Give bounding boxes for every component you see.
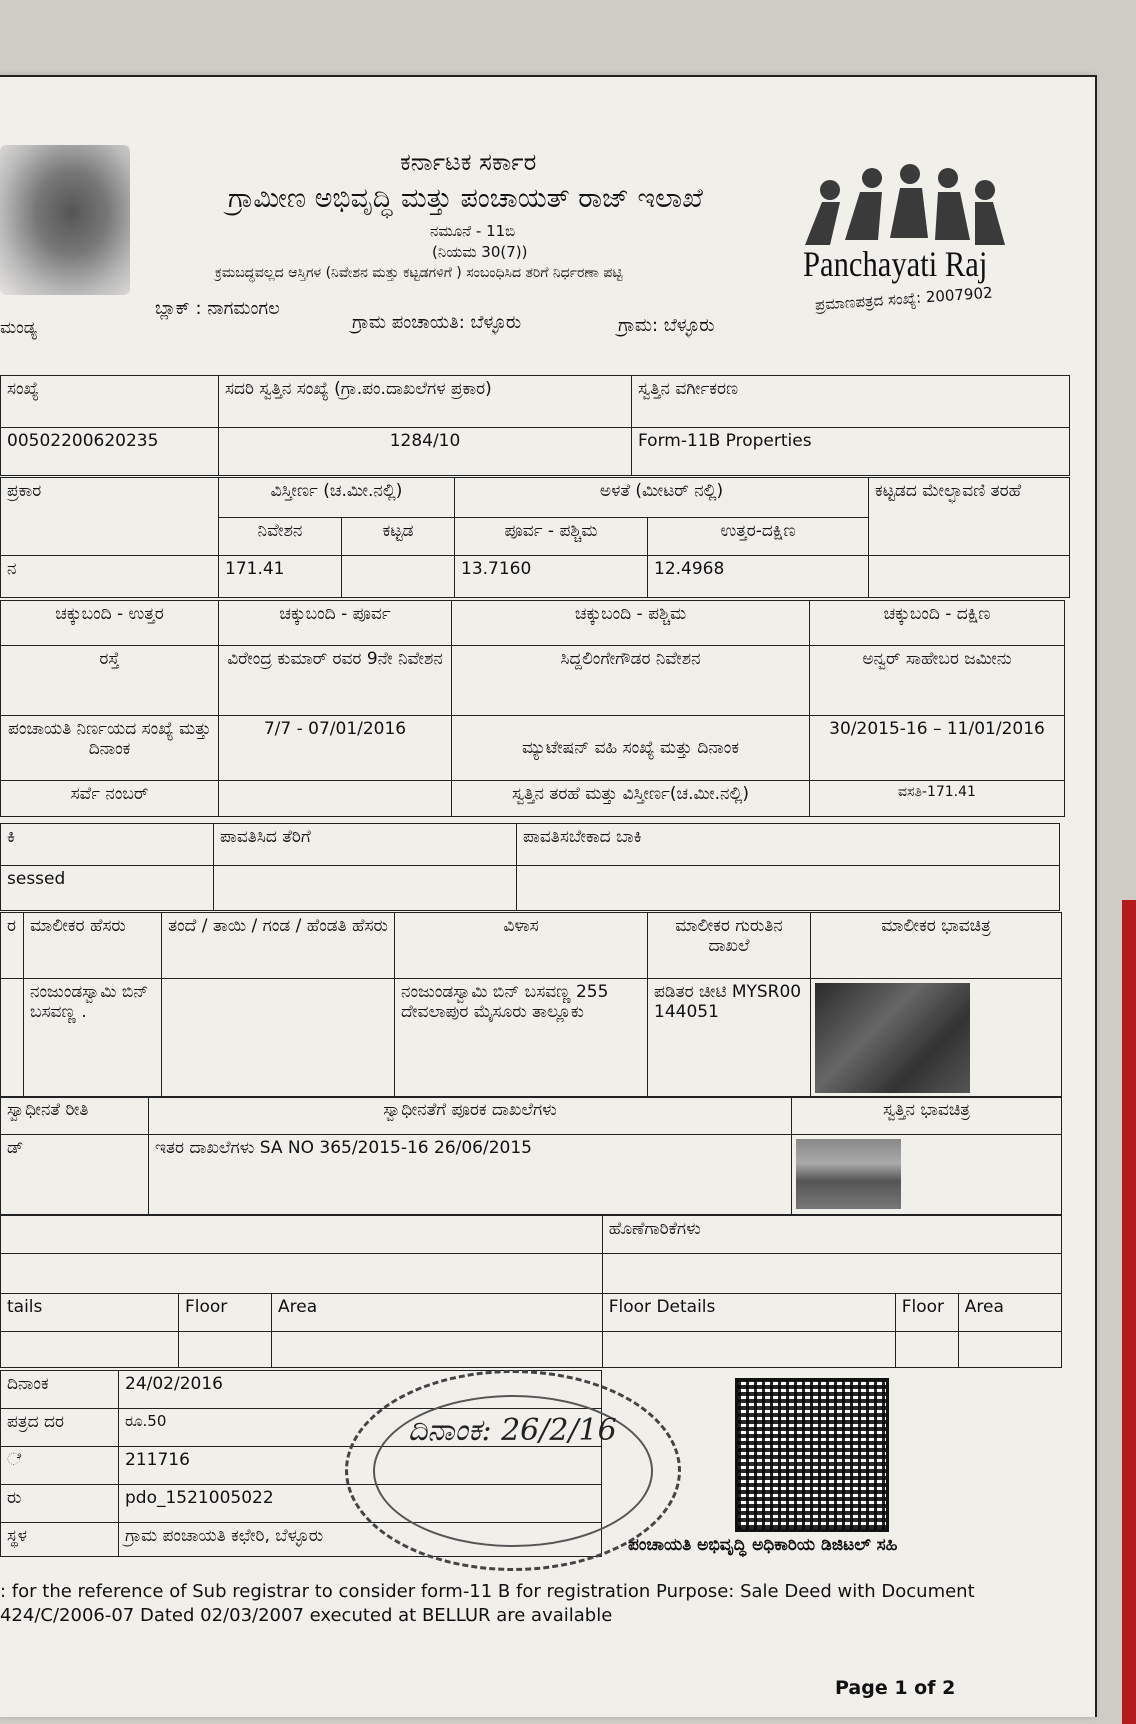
floor-row-cell [602,1332,895,1368]
boundaries-table [0,600,1065,817]
resolution-value: 7/7 - 07/01/2016 [219,716,452,781]
owner-id-doc: ಪಡಿತರ ಚೀಟಿ MYSR00144051 [648,979,811,1098]
south-label: ಚಕ್ಕುಬಂದಿ - ದಕ್ಷಿಣ [810,601,1065,646]
form-subtitle: ಕ್ರಮಬದ್ಧವಲ್ಲದ ಆಸ್ತಿಗಳ (ನಿವೇಶನ ಮತ್ತು ಕಟ್ಟಡಗಳಿಗೆ ) ಸಂಬಂಧಿಸಿದ ತರಿಗೆ ನಿರ್ಧರಣಾ ಪಟ್ಟಿ [215,265,623,281]
site-label: ನಿವೇಶನ [219,518,342,556]
mutation-label: ಮ್ಯುಟೇಷನ್ ವಹಿ ಸಂಖ್ಯೆ ಮತ್ತು ದಿನಾಂಕ [452,716,810,781]
paid-tax-value [214,866,517,911]
background-edge [1122,900,1136,1724]
resolution-label: ಪಂಚಾಯತಿ ನಿರ್ಣಯದ ಸಂಖ್ಯೆ ಮತ್ತು ದಿನಾಂಕ [1,716,219,781]
user-label: ರು [1,1485,119,1523]
dimensions-table [0,477,1070,598]
type-area-value: ವಸತಿ-171.41 [810,781,1065,817]
due-tax-label: ಪಾವತಿಸಬೇಕಾದ ಬಾಕಿ [517,824,1060,866]
floor-row-cell [895,1332,958,1368]
assessed-label: sessed [1,866,214,911]
tax-left-label: ಕಿ [1,824,214,866]
floor-row-cell [179,1332,272,1368]
office-value: ಗ್ರಾಮ ಪಂಚಾಯತಿ ಕಛೇರಿ, ಬೆಳ್ಳೂರು [119,1523,602,1557]
user-value: pdo_1521005022 [119,1485,602,1523]
possession-docs-label: ಸ್ವಾಧೀನತೆಗೆ ಪೂರಕ ದಾಖಲೆಗಳು [149,1097,792,1135]
footer-line-1: : for the reference of Sub registrar to consider form-11 B for registration Purpose: Sale Deed with Document [0,1581,975,1602]
certificate-number: ಪ್ರಮಾಣಪತ್ರದ ಸಂಖ್ಯೆ: 2007902 [814,283,994,314]
ns-value: 12.4968 [648,556,869,598]
tax-table [0,823,1060,911]
area-label-right: Area [958,1294,1061,1332]
owner-address: ನಂಜುಂಡಸ್ವಾಮಿ ಬಿನ್ ಬಸವಣ್ಣ 255 ದೇವಲಾಪುರ ಮೈಸೂರು ತಾಲ್ಲೂಕು [395,979,648,1098]
owner-table [0,912,1062,1098]
possession-mode-value: ಡ್ [1,1135,149,1215]
govt-title: ಕರ್ನಾಟಕ ಸರ್ಕಾರ [400,148,537,176]
fee-value: ರೂ.50 [119,1409,602,1447]
south-value: ಅನ್ವರ್ ಸಾಹೇಬರ ಜಮೀನು [810,646,1065,716]
building-value [342,556,455,598]
floor-row-cell [958,1332,1061,1368]
paid-tax-label: ಪಾವತಿಸಿದ ತೆರಿಗೆ [214,824,517,866]
receipt-label: ೆ [1,1447,119,1485]
roof-value [869,556,1070,598]
dimension-row-label: ನ [1,556,219,598]
east-label: ಚಕ್ಕುಬಂದಿ - ಪೂರ್ವ [219,601,452,646]
logo-text: Panchayati Raj [803,244,988,284]
rule-number: (ನಿಯಮ 30(7)) [432,243,528,261]
type-label: ಪ್ರಕಾರ [1,478,219,556]
footer-note [0,1580,975,1628]
north-value: ರಸ್ತೆ [1,646,219,716]
north-label: ಚಕ್ಕುಬಂದಿ - ಉತ್ತರ [1,601,219,646]
survey-value: 1284/10 [219,428,632,476]
gp-label: ಗ್ರಾಮ ಪಂಚಾಯತಿ: ಬೆಳ್ಳೂರು [352,312,522,333]
panchayati-raj-logo-icon [800,160,1010,250]
id-doc-label: ಮಾಲೀಕರ ಗುರುತಿನ ದಾಖಲೆ [648,913,811,979]
village-label: ಗ್ರಾಮ: ಬೆಳ್ಳೂರು [618,315,715,336]
survey-number-value [219,781,452,817]
survey-label: ಸದರಿ ಸ್ವತ್ತಿನ ಸಂಖ್ಯೆ (ಗ್ರಾ.ಪಂ.ದಾಖಲೆಗಳ ಪ್ರಕಾರ) [219,376,632,428]
page-number: Page 1 of 2 [835,1677,956,1699]
building-label: ಕಟ್ಟಡ [342,518,455,556]
office-label: ಸ್ಥಳ [1,1523,119,1557]
owner-name-label: ಮಾಲೀಕರ ಹೆಸರು [24,913,162,979]
fee-label: ಪತ್ರದ ದರ [1,1409,119,1447]
owner-photo [815,983,970,1093]
owner-name: ನಂಜುಂಡಸ್ವಾಮಿ ಬಿನ್ ಬಸವಣ್ಣ . [24,979,162,1098]
floor-label-right: Floor [895,1294,958,1332]
floor-row-cell [1,1332,179,1368]
footer-line-2: 424/C/2006-07 Dated 02/03/2007 executed at BELLUR are available [0,1605,613,1626]
west-label: ಚಕ್ಕುಬಂದಿ - ಪಶ್ಚಿಮ [452,601,810,646]
owner-serial [1,979,24,1098]
property-id-value: 00502200620235 [1,428,219,476]
property-table [0,375,1070,476]
class-label: ಸ್ವತ್ತಿನ ವರ್ಗೀಕರಣ [632,376,1070,428]
liabilities-left-value [1,1254,603,1294]
property-id-label: ಸಂಖ್ಯೆ [1,376,219,428]
relation-label: ತಂದೆ / ತಾಯಿ / ಗಂಡ / ಹೆಂಡತಿ ಹೆಸರು [162,913,395,979]
owner-photo-label: ಮಾಲೀಕರ ಭಾವಚಿತ್ರ [811,913,1062,979]
possession-table [0,1096,1062,1215]
due-tax-value [517,866,1060,911]
possession-docs-value: ಇತರ ದಾಖಲೆಗಳು SA NO 365/2015-16 26/06/2015 [149,1135,792,1215]
receipt-value: 211716 [119,1447,602,1485]
qr-code-icon [735,1378,889,1532]
site-value: 171.41 [219,556,342,598]
liabilities-left [1,1216,603,1254]
east-value: ವಿರೇಂದ್ರ ಕುಮಾರ್ ರವರ 9ನೇ ನಿವೇಶನ [219,646,452,716]
block-label: ಬ್ಲಾಕ್ : ನಾಗಮಂಗಲ [155,298,280,319]
ns-label: ಉತ್ತರ-ದಕ್ಷಿಣ [648,518,869,556]
liabilities-right-value [602,1254,1061,1294]
relation-value [162,979,395,1098]
possession-mode-label: ಸ್ವಾಧೀನತೆ ರೀತಿ [1,1097,149,1135]
floor-row-cell [272,1332,603,1368]
dept-title: ಗ್ರಾಮೀಣ ಅಭಿವೃದ್ಧಿ ಮತ್ತು ಪಂಚಾಯತ್ ರಾಜ್ ಇಲಾಖೆ [228,183,703,214]
details-label: tails [1,1294,179,1332]
owner-photo-cell [811,979,1062,1098]
property-photo-label: ಸ್ವತ್ತಿನ ಭಾವಚಿತ್ರ [792,1097,1062,1135]
area-label-left: Area [272,1294,603,1332]
state-emblem-icon [0,145,130,295]
signature-stamp: ದಿನಾಂಕ: 26/2/16 [408,1413,617,1448]
issue-date: 24/02/2016 [119,1371,602,1409]
floor-details-label: Floor Details [602,1294,895,1332]
district-label: ಮಂಡ್ಯ [0,318,37,338]
owner-serial-label: ರ [1,913,24,979]
liabilities-table [0,1215,1062,1368]
ew-value: 13.7160 [455,556,648,598]
form-number: ನಮೂನೆ - 11ಬಿ [430,222,516,240]
area-label: ವಿಸ್ತೀರ್ಣ (ಚ.ಮೀ.ನಲ್ಲಿ) [219,478,455,518]
ew-label: ಪೂರ್ವ - ಪಶ್ಚಿಮ [455,518,648,556]
property-photo [796,1139,901,1209]
issue-date-label: ದಿನಾಂಕ [1,1371,119,1409]
floor-label: Floor [179,1294,272,1332]
mutation-value: 30/2015-16 – 11/01/2016 [810,716,1065,781]
property-photo-cell [792,1135,1062,1215]
measure-label: ಅಳತೆ (ಮೀಟರ್ ನಲ್ಲಿ) [455,478,869,518]
class-value: Form-11B Properties [632,428,1070,476]
digital-signature-label: ಪಂಚಾಯತಿ ಅಭಿವೃದ್ಧಿ ಅಧಿಕಾರಿಯ ಡಿಜಿಟಲ್ ಸಹಿ [628,1535,898,1555]
survey-number-label: ಸರ್ವೆ ನಂಬರ್ [1,781,219,817]
liabilities-label: ಹೊಣೆಗಾರಿಕೆಗಳು [602,1216,1061,1254]
west-value: ಸಿದ್ದಲಿಂಗೇಗೌಡರ ನಿವೇಶನ [452,646,810,716]
roof-label: ಕಟ್ಟಡದ ಮೇಲ್ಛಾವಣಿ ತರಹೆ [869,478,1070,556]
type-area-label: ಸ್ವತ್ತಿನ ತರಹೆ ಮತ್ತು ವಿಸ್ತೀರ್ಣ(ಚ.ಮೀ.ನಲ್ಲಿ) [452,781,810,817]
address-label: ವಿಳಾಸ [395,913,648,979]
